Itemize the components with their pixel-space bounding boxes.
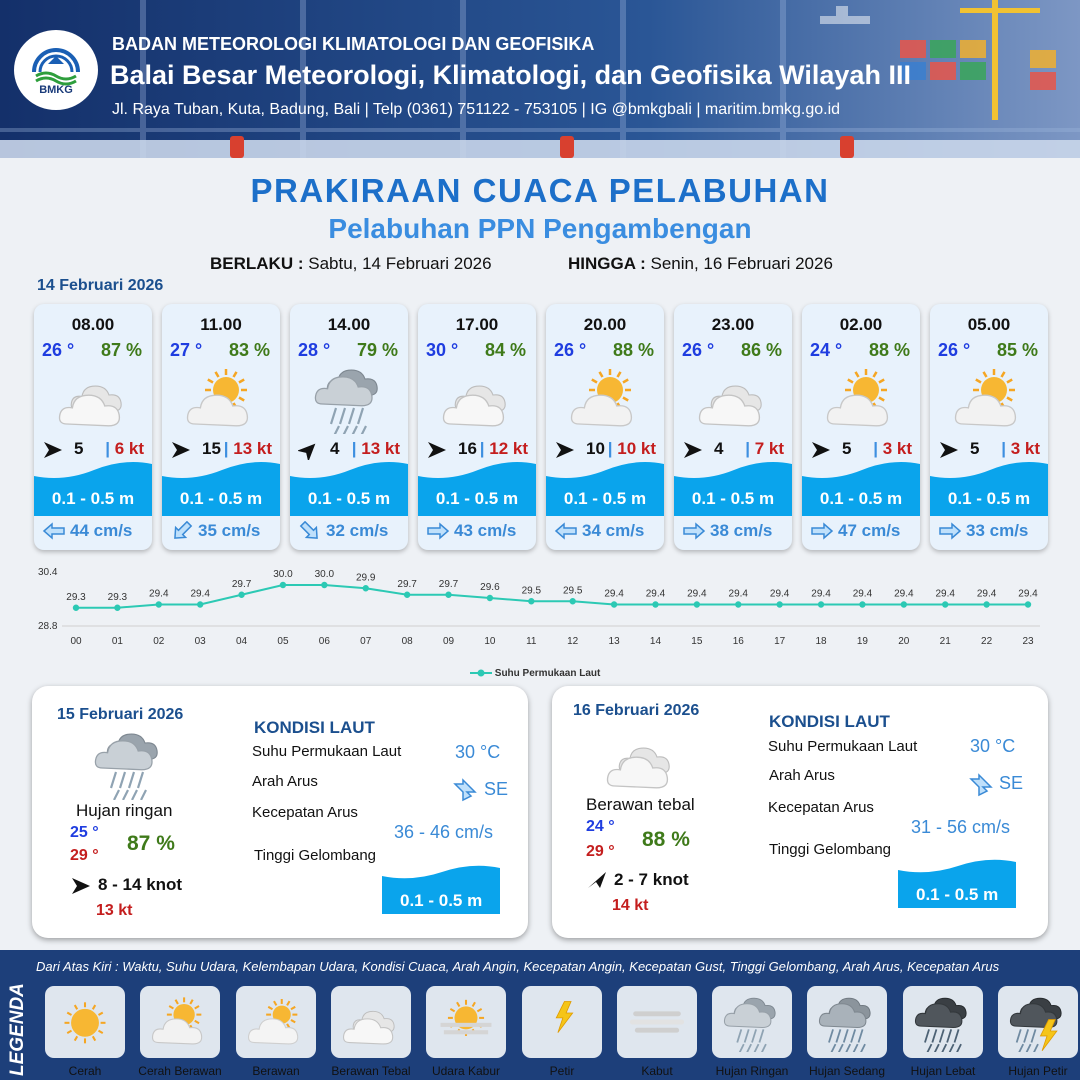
sst-point [569,598,575,604]
sst-point [942,601,948,607]
sst-data-label: 29.4 [935,588,955,600]
current-direction-icon [554,521,578,541]
day2-current-dir-label: Arah Arus [252,773,318,790]
card-wave-height: 0.1 - 0.5 m [819,489,903,508]
card-current-speed: 33 cm/s [966,521,1029,540]
card-humidity: 79 % [356,340,398,360]
day2-wave-label: Tinggi Gelombang [254,847,377,864]
legend-title [3,960,31,1080]
sst-point [156,601,162,607]
current-direction-icon [170,521,194,541]
cerah-icon [53,992,117,1052]
legend-item-label: Udara Kabur [431,1064,501,1078]
current-direction-icon [968,772,994,798]
card-wind-speed: 16 [458,439,477,458]
card-wave-height: 0.1 - 0.5 m [307,489,391,508]
x-tick-label: 03 [194,636,206,647]
hujan-petir-icon [1006,992,1070,1052]
card-current [34,520,152,542]
logo-text: BMKG [39,84,73,96]
legend-title-text: LEGENDA [7,983,28,1076]
berawan-tebal-icon [438,364,516,434]
card-gust: | 6 kt [105,439,144,458]
x-tick-label: 00 [70,636,82,647]
day2-temp-max: 29 ° [70,847,99,864]
card-wind-speed: 5 [842,439,852,458]
wind-direction-icon [42,440,64,460]
x-tick-label: 06 [318,636,330,647]
card-humidity: 83 % [228,340,270,360]
legend-item [807,986,887,1058]
current-direction-icon [42,521,66,541]
day3-gust: 14 kt [612,897,649,914]
day3-temp-min: 24 ° [586,818,615,835]
card-wave-height: 0.1 - 0.5 m [51,489,135,508]
card-wind [936,438,1044,462]
card-temperature: 26 ° [42,340,75,360]
card-temperature: 26 ° [554,340,587,360]
card-current [162,520,280,542]
card-gust: | 12 kt [479,439,528,458]
card-humidity: 87 % [100,340,142,360]
sst-point [73,605,79,611]
card-temperature: 26 ° [938,340,971,360]
card-gust: | 3 kt [873,439,912,458]
kabut-icon [625,992,689,1052]
x-tick-label: 16 [732,636,744,647]
card-current-speed: 43 cm/s [454,521,517,540]
legend-item-label: Hujan Sedang [808,1064,886,1078]
sst-data-label: 29.4 [976,588,997,600]
card-gust: | 13 kt [223,439,272,458]
berawan-tebal-icon [602,726,680,798]
sst-point [694,601,700,607]
legend-item [998,986,1078,1058]
bmkg-emblem-icon [28,44,84,88]
sst-data-label: 29.4 [728,588,748,600]
page-title: PRAKIRAAN CUACA PELABUHAN [250,172,830,209]
card-wind [424,438,532,462]
sst-point [363,585,369,591]
card-wind [680,438,788,462]
sst-point [197,601,203,607]
valid-from-value: Sabtu, 14 Februari 2026 [308,254,492,273]
hujan-ringan-icon [310,364,388,434]
card-wind-speed: 10 [586,439,605,458]
cerah-berawan-icon [148,992,212,1052]
x-tick-label: 11 [526,636,537,647]
card-wind [40,438,148,462]
x-tick-label: 02 [153,636,165,647]
sst-data-label: 30.0 [273,569,293,580]
legend-description: Dari Atas Kiri : Waktu, Suhu Udara, Kelembapan Udara, Kondisi Cuaca, Arah Angin, Kecepatan Angin, Kecepatan Gust, Tinggi Gelombang, Arah Arus, Kecepatan Arus [36,959,1000,974]
card-current-speed: 34 cm/s [582,521,645,540]
card-current-speed: 35 cm/s [198,521,261,540]
x-tick-label: 17 [774,636,786,647]
card-gust-value: 3 kt [882,439,912,458]
x-tick-label: 14 [649,636,662,647]
valid-to-value: Senin, 16 Februari 2026 [650,254,833,273]
card-current-speed: 44 cm/s [70,521,133,540]
card-gust-value: 10 kt [617,439,656,458]
sst-data-label: 29.5 [562,585,583,597]
card-humidity: 86 % [740,340,782,360]
day3-wave-label: Tinggi Gelombang [769,841,892,858]
sst-point [114,605,120,611]
sst-point [983,601,989,607]
day2-panel [32,686,528,938]
card-time: 02.00 [839,315,883,334]
x-tick-label: 07 [360,636,372,647]
sst-point [445,592,451,598]
x-tick-label: 01 [111,636,123,647]
current-direction-icon [938,521,962,541]
wind-direction-icon [170,440,192,460]
card-gust-value: 6 kt [114,439,144,458]
sst-data-label: 29.3 [66,591,86,603]
sst-legend [470,668,600,679]
card-current-speed: 32 cm/s [326,521,389,540]
sst-point [818,601,824,607]
day3-temp-max: 29 ° [586,843,615,860]
sst-data-label: 29.7 [397,578,417,590]
hourly-card [34,304,152,550]
card-wave-height: 0.1 - 0.5 m [435,489,519,508]
sst-data-label: 29.4 [1018,588,1038,600]
valid-from-label: BERLAKU : [210,254,304,273]
card-current-speed: 47 cm/s [838,521,901,540]
card-current [930,520,1048,542]
sst-line [76,585,1028,608]
hujan-lebat-icon [911,992,975,1052]
sst-point [321,582,327,588]
day2-wave-value: 0.1 - 0.5 m [400,891,483,910]
card-wind [296,438,404,462]
day3-wind-speed: 2 - 7 knot [614,870,689,889]
legend-item-label: Kabut [641,1064,673,1078]
card-wind-speed: 4 [330,439,340,458]
card-wind [808,438,916,462]
x-tick-label: 19 [856,636,868,647]
card-wave-height: 0.1 - 0.5 m [179,489,263,508]
org-name: BADAN METEOROLOGI KLIMATOLOGI DAN GEOFISIKA [112,34,595,54]
day3-humidity: 88 % [642,828,690,851]
sst-data-label: 29.4 [687,588,707,600]
card-wave-height: 0.1 - 0.5 m [691,489,775,508]
hourly-card [418,304,536,550]
legend-item [617,986,697,1058]
sst-point [611,601,617,607]
hujan-sedang-icon [815,992,879,1052]
wind-direction-icon [554,440,576,460]
card-wind-speed: 5 [74,439,84,458]
day2-sst-value: 30 °C [455,742,501,762]
valid-to-label: HINGGA : [568,254,646,273]
day3-current-dir-label: Arah Arus [769,767,835,784]
sst-point [528,598,534,604]
card-time: 17.00 [455,315,499,334]
card-time: 11.00 [200,315,242,334]
sst-data-label: 29.4 [645,588,666,600]
current-direction-icon [426,521,450,541]
day3-condition: Berawan tebal [586,795,695,814]
legend-item [140,986,220,1058]
card-gust-value: 12 kt [489,439,528,458]
card-humidity: 85 % [996,340,1038,360]
x-tick-label: 20 [898,636,910,647]
sst-point [404,592,410,598]
sst-data-label: 29.5 [521,585,542,597]
valid-from [210,254,492,274]
day3-kondisi-title: KONDISI LAUT [769,712,890,731]
card-humidity: 88 % [612,340,654,360]
x-tick-label: 10 [484,636,496,647]
card-current-speed: 38 cm/s [710,521,773,540]
y-tick-label: 30.4 [38,567,58,578]
x-tick-label: 22 [981,636,993,647]
sst-data-label: 29.6 [480,582,500,593]
card-wind-speed: 5 [970,439,980,458]
berawan-tebal-icon [694,364,772,434]
card-wind-speed: 4 [714,439,724,458]
sst-data-label: 29.4 [149,588,169,600]
legend-item [331,986,411,1058]
sst-data-label: 29.7 [438,578,459,590]
day2-temp-min: 25 ° [70,824,99,841]
hourly-card [162,304,280,550]
sst-data-label: 29.7 [231,578,252,590]
day3-current-speed-value: 31 - 56 cm/s [911,817,1011,837]
day3-wave-value: 0.1 - 0.5 m [916,885,999,904]
day1-date: 14 Februari 2026 [37,277,164,294]
card-gust: | 10 kt [607,439,656,458]
wind-direction-icon [810,440,832,460]
wind-direction-icon [298,440,320,460]
sst-chart [0,562,1080,682]
office-contact: Jl. Raya Tuban, Kuta, Badung, Bali | Telp (0361) 751122 - 753105 | IG @bmkgbali | maritim.bmkg.go.id [112,101,841,118]
legend-item-label: Cerah [68,1064,102,1078]
valid-to [568,254,833,274]
card-time: 20.00 [583,315,627,334]
sst-data-label: 29.3 [107,591,128,603]
legend-item-label: Berawan [252,1064,300,1078]
card-time: 05.00 [967,315,1011,334]
card-gust-value: 13 kt [233,439,272,458]
x-tick-label: 13 [608,636,620,647]
card-wave-height: 0.1 - 0.5 m [947,489,1031,508]
sst-legend-marker [470,668,492,678]
card-time: 14.00 [327,315,371,334]
legend-item-label: Berawan Tebal [331,1064,411,1078]
berawan-icon [244,992,308,1052]
card-current [418,520,536,542]
cerah-berawan-icon [822,364,900,434]
legend-item-label: Hujan Ringan [715,1064,789,1078]
card-gust-value: 3 kt [1010,439,1040,458]
sst-data-label: 29.4 [769,588,790,600]
day3-sst-value: 30 °C [970,736,1016,756]
legend-item [522,986,602,1058]
card-gust: | 3 kt [1001,439,1040,458]
berawan-tebal-icon [339,992,403,1052]
card-current [802,520,920,542]
wind-direction-icon [426,440,448,460]
day3-current-dir-value: SE [999,773,1024,793]
cerah-berawan-icon [182,364,260,434]
hourly-card [802,304,920,550]
card-humidity: 88 % [868,340,910,360]
day3-panel [552,686,1048,938]
day2-current-dir-value: SE [484,779,509,799]
sst-data-label: 29.4 [811,588,831,600]
header-banner [0,0,1080,158]
day2-humidity: 87 % [127,832,175,855]
petir-icon [530,992,594,1052]
card-wind [552,438,660,462]
card-temperature: 28 ° [298,340,331,360]
card-wave-height: 0.1 - 0.5 m [563,489,647,508]
current-direction-icon [682,521,706,541]
hujan-ringan-icon [720,992,784,1052]
legend-item [712,986,792,1058]
card-current [546,520,664,542]
y-tick-label: 28.8 [38,621,58,632]
legend-item [45,986,125,1058]
day3-sst-label: Suhu Permukaan Laut [768,738,918,755]
x-tick-label: 08 [401,636,413,647]
x-tick-label: 21 [939,636,951,647]
sst-point [776,601,782,607]
card-humidity: 84 % [484,340,526,360]
card-wind [168,438,276,462]
bmkg-logo [14,30,98,110]
cerah-berawan-icon [566,364,644,434]
card-temperature: 26 ° [682,340,715,360]
wind-direction-icon [70,876,92,896]
card-wind-speed: 15 [202,439,221,458]
day2-kondisi-title: KONDISI LAUT [254,718,375,737]
hujan-ringan-icon [90,728,168,800]
hourly-card [290,304,408,550]
berawan-tebal-icon [54,364,132,434]
sst-legend-label: Suhu Permukaan Laut [494,668,601,679]
card-gust: | 7 kt [745,439,784,458]
sst-point [652,601,658,607]
legend-item [903,986,983,1058]
sst-point [238,592,244,598]
port-name: Pelabuhan PPN Pengambengan [328,213,752,244]
sst-data-label: 30.0 [314,569,335,580]
legend-item [426,986,506,1058]
card-temperature: 30 ° [426,340,459,360]
day2-wind-speed: 8 - 14 knot [98,875,183,894]
wind-direction-icon [938,440,960,460]
card-current [290,520,408,542]
sst-point [735,601,741,607]
day2-sst-label: Suhu Permukaan Laut [252,743,402,760]
day3-date: 16 Februari 2026 [573,702,700,719]
day2-current-speed-value: 36 - 46 cm/s [394,822,494,842]
current-direction-icon [810,521,834,541]
cerah-berawan-icon [950,364,1028,434]
sst-point [1025,601,1031,607]
day2-date: 15 Februari 2026 [57,706,184,723]
sst-data-label: 29.4 [190,588,210,600]
day2-current-speed-label: Kecepatan Arus [252,804,358,821]
current-direction-icon [452,777,478,803]
card-time: 23.00 [711,315,755,334]
x-tick-label: 18 [815,636,827,647]
wind-direction-icon [586,870,608,890]
day2-gust: 13 kt [96,902,133,919]
udara-kabur-icon [434,992,498,1052]
x-tick-label: 23 [1022,636,1034,647]
current-direction-icon [298,521,322,541]
hourly-card [674,304,792,550]
wind-direction-icon [682,440,704,460]
card-time: 08.00 [71,315,115,334]
legend-item-label: Hujan Petir [1008,1064,1068,1078]
x-tick-label: 12 [567,636,579,647]
sst-data-label: 29.9 [356,572,376,584]
sst-point [901,601,907,607]
sst-data-label: 29.4 [852,588,873,600]
sst-data-label: 29.4 [894,588,914,600]
x-tick-label: 15 [691,636,703,647]
card-temperature: 27 ° [170,340,203,360]
x-tick-label: 05 [277,636,289,647]
office-name: Balai Besar Meteorologi, Klimatologi, dan Geofisika Wilayah III [110,60,911,90]
day3-current-speed-label: Kecepatan Arus [768,799,874,816]
sst-point [280,582,286,588]
x-tick-label: 09 [442,636,455,647]
card-gust-value: 13 kt [361,439,400,458]
hourly-card [546,304,664,550]
sst-data-label: 29.4 [604,588,624,600]
legend-item [236,986,316,1058]
hourly-card [930,304,1048,550]
legend-item-label: Petir [549,1064,575,1078]
legend-item-label: Cerah Berawan [138,1064,222,1078]
sst-point [487,595,493,601]
card-gust: | 13 kt [351,439,400,458]
x-tick-label: 04 [236,636,248,647]
card-gust-value: 7 kt [754,439,784,458]
card-current [674,520,792,542]
legend-item-label: Hujan Lebat [910,1064,976,1078]
day2-condition: Hujan ringan [76,801,173,820]
sst-point [859,601,865,607]
card-temperature: 24 ° [810,340,843,360]
